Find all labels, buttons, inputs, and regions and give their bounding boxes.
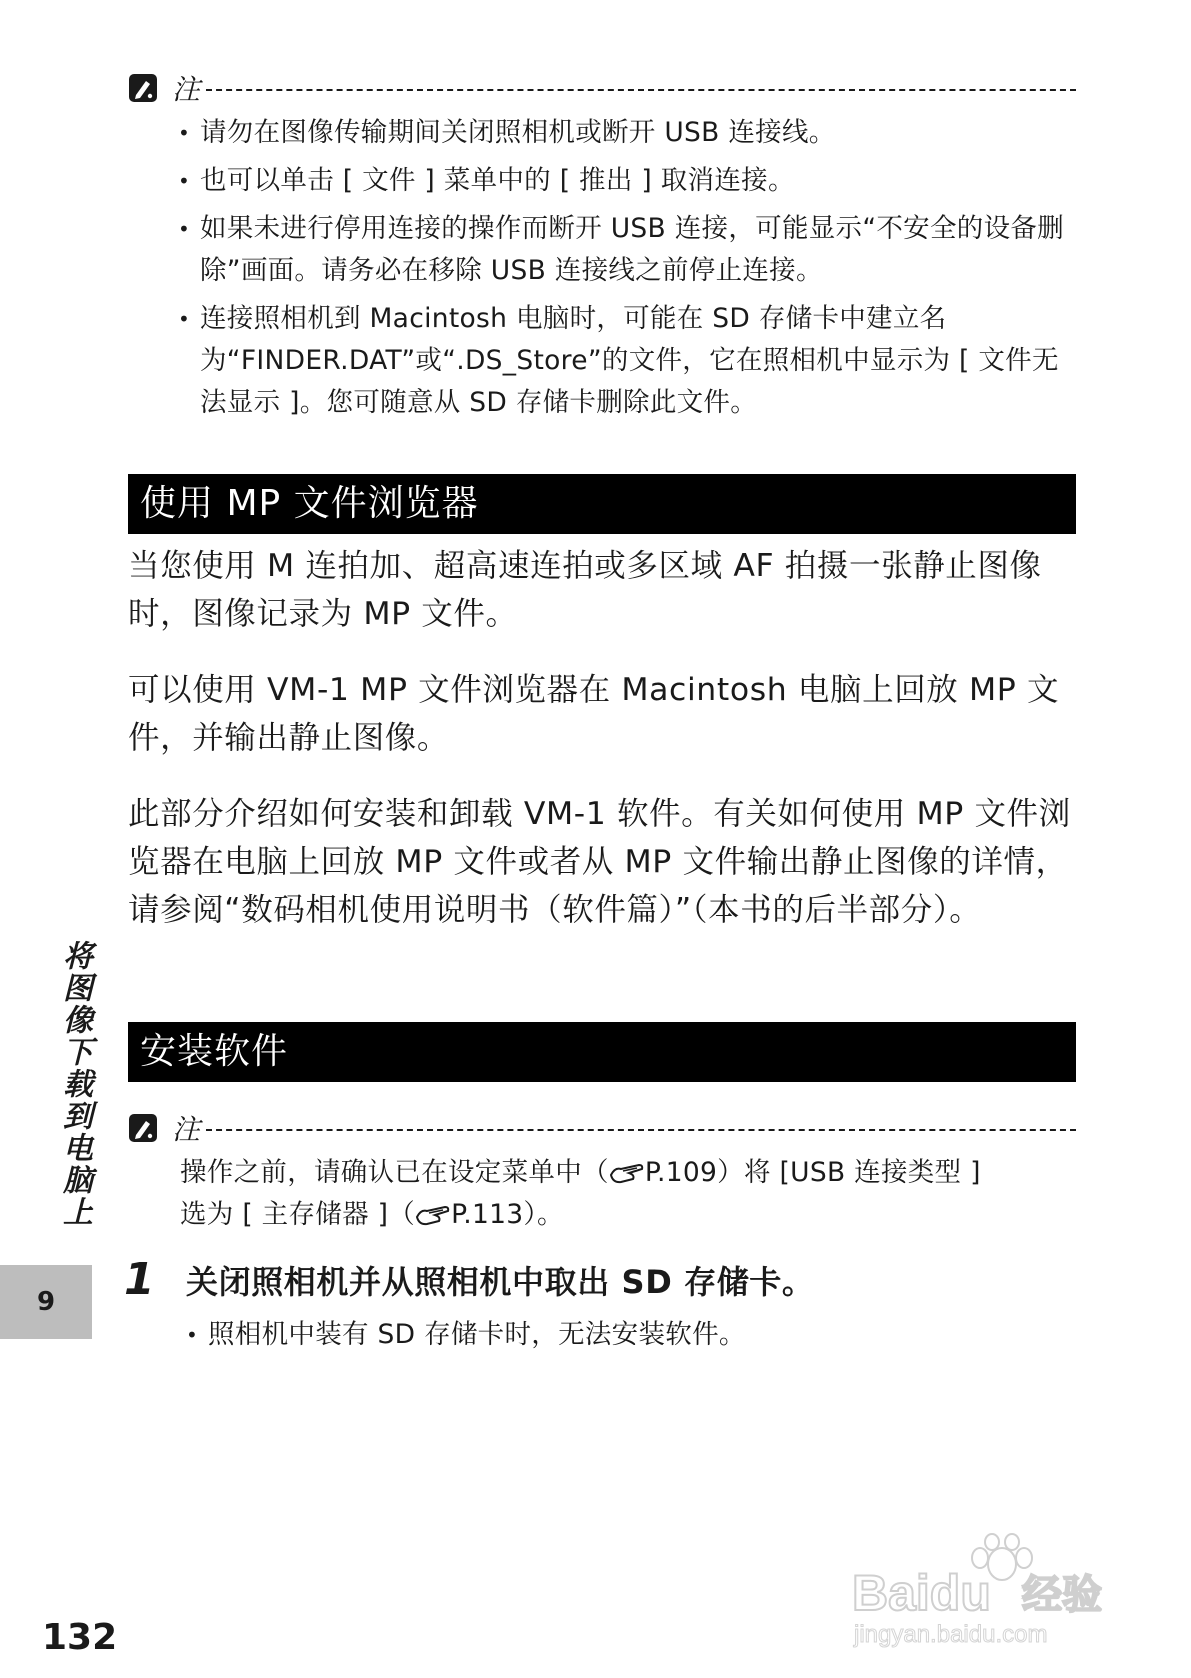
baidu-jingyan-watermark xyxy=(852,1530,1152,1650)
step-number: 1 xyxy=(124,1254,155,1305)
note-divider xyxy=(206,1129,1076,1131)
section-heading-mp-viewer: 使用 MP 文件浏览器 xyxy=(128,474,1076,534)
chapter-number-tab xyxy=(0,1265,92,1339)
step-bullet: • 照相机中装有 SD 存储卡时，无法安装软件。 xyxy=(186,1314,1092,1356)
svg-text:经验: 经验 xyxy=(1022,1572,1102,1618)
note-label: 注 xyxy=(172,1113,201,1146)
page-reference-icon xyxy=(609,1161,645,1185)
page-number: 132 xyxy=(42,1617,118,1658)
page-reference: P.109 xyxy=(644,1157,718,1188)
caution-pencil-icon xyxy=(128,73,158,103)
step-instruction: 关闭照相机并从照相机中取出 SD 存储卡。 xyxy=(186,1263,815,1301)
svg-text:Baidu: Baidu xyxy=(852,1565,991,1621)
note-header xyxy=(128,1108,1076,1148)
body-paragraph: 可以使用 VM-1 MP 文件浏览器在 Macintosh 电脑上回放 MP 文件，并输出静止图像。 xyxy=(128,672,1060,756)
note-bullet: • 如果未进行停用连接的操作而断开 USB 连接，可能显示“不安全的设备删除”画面。请务必在移除 USB 连接线之前停止连接。 xyxy=(178,208,1084,292)
note-bullet: • 请勿在图像传输期间关闭照相机或断开 USB 连接线。 xyxy=(178,112,1084,154)
page-reference-icon xyxy=(415,1203,451,1227)
note-bullet: • 连接照相机到 Macintosh 电脑时，可能在 SD 存储卡中建立名为“FINDER.DAT”或“.DS_Store”的文件，它在照相机中显示为 [ 文件无法显示 ]。您可随意从 SD 存储卡删除此文件。 xyxy=(178,298,1084,424)
svg-text:jingyan.baidu.com: jingyan.baidu.com xyxy=(854,1621,1048,1648)
caution-pencil-icon xyxy=(128,1113,158,1143)
note-label: 注 xyxy=(172,73,201,106)
note-divider xyxy=(206,89,1076,91)
note-header xyxy=(128,68,1076,108)
section-heading-install: 安装软件 xyxy=(128,1022,1076,1082)
note-body xyxy=(180,1152,1080,1236)
note-line: 操作之前，请确认已在设定菜单中（ P.109）将 [USB 连接类型 ] xyxy=(180,1157,981,1188)
chapter-number: 9 xyxy=(36,1287,56,1317)
step-bullet-list xyxy=(186,1314,1092,1362)
page-reference: P.113 xyxy=(451,1199,524,1230)
chapter-side-title: 将图像下载到电脑上 xyxy=(57,940,92,1228)
body-paragraph: 当您使用 M 连拍加、超高速连拍或多区域 AF 拍摄一张静止图像时，图像记录为 MP 文件。 xyxy=(128,548,1042,632)
body-paragraph: 此部分介绍如何安装和卸载 VM-1 软件。有关如何使用 MP 文件浏览器在电脑上回放 MP 文件或者从 MP 文件输出静止图像的详情，请参阅“数码相机使用说明书（软件篇）”（本书的后半部分）。 xyxy=(128,796,1071,928)
note-line: 选为 [ 主存储器 ]（ P.113）。 xyxy=(180,1199,564,1230)
note-bullet: • 也可以单击 [ 文件 ] 菜单中的 [ 推出 ] 取消连接。 xyxy=(178,160,1084,202)
note-bullet-list xyxy=(178,112,1084,430)
